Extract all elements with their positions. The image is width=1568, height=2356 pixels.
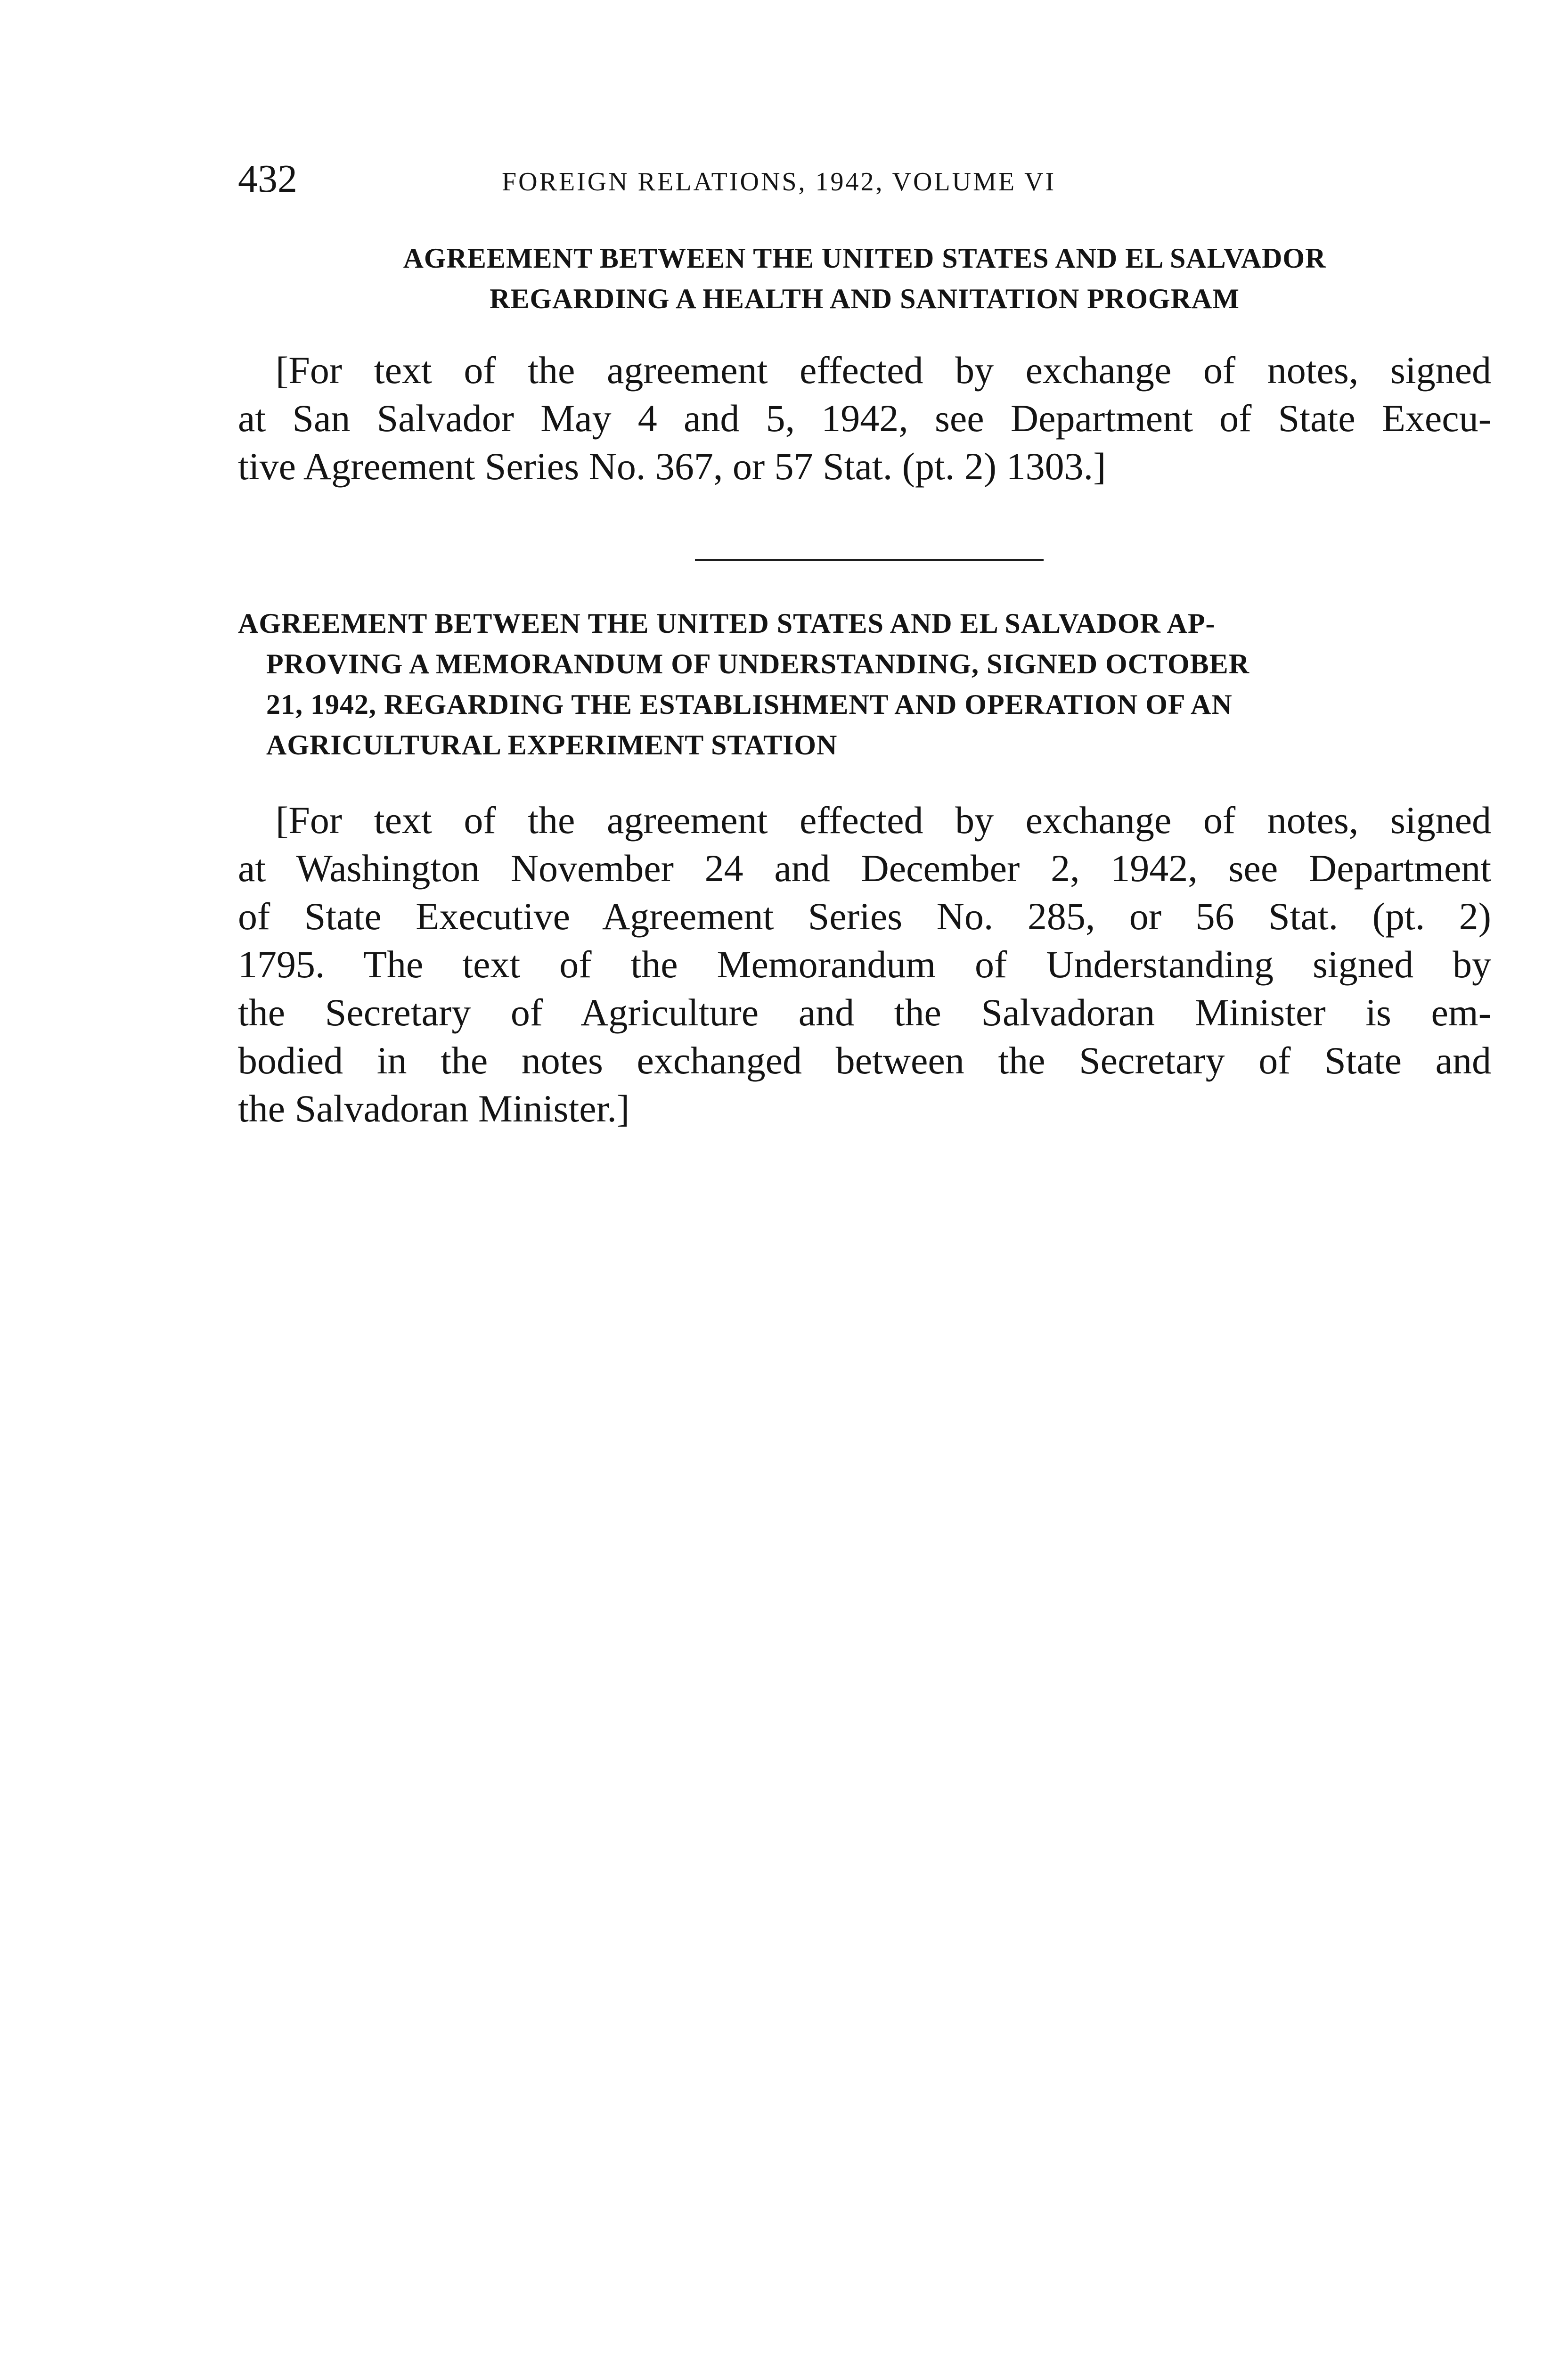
- section-2-heading-line: PROVING A MEMORANDUM OF UNDERSTANDING, SIGNED OCTOBER: [266, 648, 1250, 679]
- section-1-paragraph: [238, 346, 1491, 491]
- section-1-heading-line: REGARDING A HEALTH AND SANITATION PROGRAM: [490, 283, 1240, 314]
- section-1-paragraph-line: tive Agreement Series No. 367, or 57 Stat. (pt. 2) 1303.]: [238, 445, 1106, 488]
- section-divider-rule: [695, 559, 1044, 561]
- section-2-heading-line: 21, 1942, REGARDING THE ESTABLISHMENT AND OPERATION OF AN: [266, 689, 1233, 720]
- running-head: [238, 155, 1491, 207]
- section-2-paragraph-line: the Secretary of Agriculture and the Salvadoran Minister is em-: [238, 991, 1491, 1034]
- section-2-paragraph-line: of State Executive Agreement Series No. 285, or 56 Stat. (pt. 2): [238, 895, 1491, 938]
- section-1-heading-line: AGREEMENT BETWEEN THE UNITED STATES AND EL SALVADOR: [403, 243, 1326, 274]
- section-1-paragraph-line: [For text of the agreement effected by exchange of notes, signed: [276, 349, 1491, 392]
- section-2-heading-line: AGRICULTURAL EXPERIMENT STATION: [266, 729, 838, 761]
- section-2-paragraph-line: bodied in the notes exchanged between the Secretary of State and: [238, 1039, 1491, 1082]
- section-1-heading: [238, 238, 1491, 319]
- section-2-paragraph-line: [For text of the agreement effected by exchange of notes, signed: [276, 799, 1491, 842]
- section-2-heading-line: AGREEMENT BETWEEN THE UNITED STATES AND EL SALVADOR AP-: [238, 608, 1216, 639]
- section-2-paragraph-line: 1795. The text of the Memorandum of Understanding signed by: [238, 943, 1491, 986]
- section-2-paragraph-line: at Washington November 24 and December 2, 1942, see Department: [238, 847, 1491, 890]
- section-1-paragraph-line: at San Salvador May 4 and 5, 1942, see Department of State Execu-: [238, 397, 1491, 440]
- section-2-paragraph: [238, 796, 1491, 1133]
- section-2-paragraph-line: the Salvadoran Minister.]: [238, 1087, 630, 1130]
- page-number: 432: [238, 157, 297, 201]
- section-2-heading: [238, 603, 1491, 765]
- running-title: FOREIGN RELATIONS, 1942, VOLUME VI: [502, 167, 1056, 196]
